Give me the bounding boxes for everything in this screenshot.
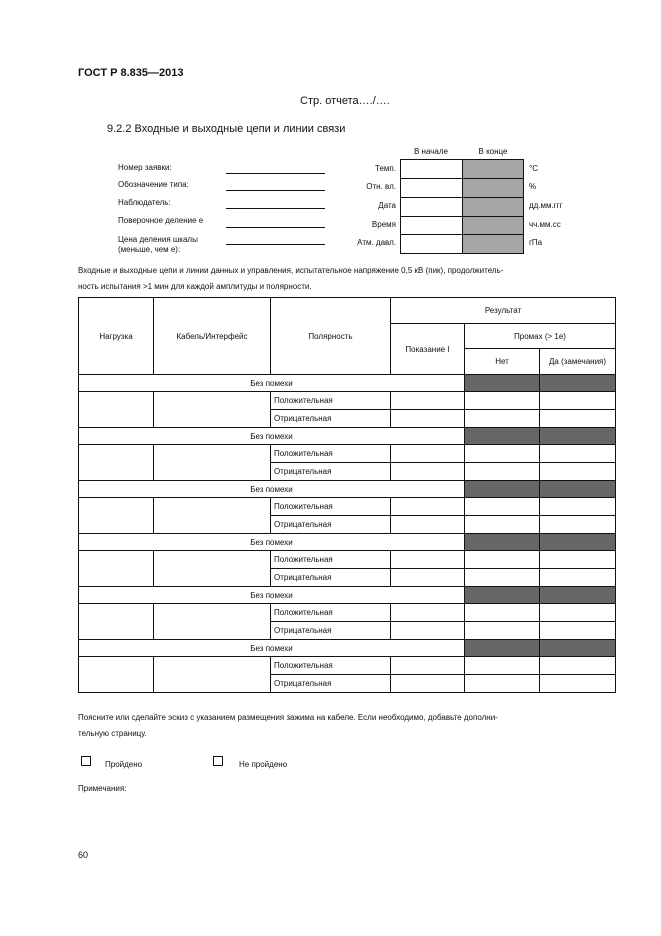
shaded-cell <box>540 587 616 604</box>
polarity-positive-cell: Положительная <box>271 445 391 463</box>
polarity-negative-cell: Отрицательная <box>271 463 391 481</box>
humidity-label: Отн. вл. <box>366 182 396 191</box>
failed-label: Не пройдено <box>239 760 288 769</box>
table-row <box>79 392 616 410</box>
reading-cell[interactable] <box>391 657 465 675</box>
date-end-box[interactable] <box>462 197 524 217</box>
no-interference-cell: Без помехи <box>79 534 465 551</box>
yes-cell[interactable] <box>540 392 616 410</box>
reading-cell[interactable] <box>391 551 465 569</box>
yes-cell[interactable] <box>540 604 616 622</box>
load-cell[interactable] <box>79 551 154 587</box>
cable-cell[interactable] <box>154 551 271 587</box>
header-yes: Да (замечания) <box>540 349 616 375</box>
header-polarity: Полярность <box>271 298 391 375</box>
polarity-positive-cell: Положительная <box>271 657 391 675</box>
no-interference-cell: Без помехи <box>79 640 465 657</box>
no-cell[interactable] <box>465 569 540 587</box>
no-cell[interactable] <box>465 604 540 622</box>
reading-cell[interactable] <box>391 622 465 640</box>
date-label: Дата <box>378 201 396 210</box>
yes-cell[interactable] <box>540 445 616 463</box>
results-table <box>78 297 616 693</box>
cable-cell[interactable] <box>154 445 271 481</box>
pressure-start-box[interactable] <box>400 234 463 254</box>
yes-cell[interactable] <box>540 622 616 640</box>
shaded-cell <box>465 640 540 657</box>
no-interference-cell: Без помехи <box>79 587 465 604</box>
type-designation-label: Обозначение типа: <box>118 180 189 189</box>
verification-interval-field[interactable] <box>226 227 325 228</box>
reading-cell[interactable] <box>391 498 465 516</box>
reading-cell[interactable] <box>391 392 465 410</box>
report-page-ref: Стр. отчета…./…. <box>300 95 390 107</box>
table-row <box>79 551 616 569</box>
no-cell[interactable] <box>465 392 540 410</box>
cable-cell[interactable] <box>154 392 271 428</box>
polarity-positive-cell: Положительная <box>271 392 391 410</box>
temp-end-box[interactable] <box>462 159 524 179</box>
polarity-positive-cell: Положительная <box>271 551 391 569</box>
table-row <box>79 498 616 516</box>
reading-cell[interactable] <box>391 445 465 463</box>
no-cell[interactable] <box>465 516 540 534</box>
shaded-cell <box>465 375 540 392</box>
scale-division-field[interactable] <box>226 244 325 245</box>
no-cell[interactable] <box>465 675 540 693</box>
polarity-negative-cell: Отрицательная <box>271 569 391 587</box>
scale-division-label: Цена деления шкалы <box>118 235 198 244</box>
shaded-cell <box>540 481 616 498</box>
header-error: Промах (> 1e) <box>465 324 616 349</box>
temp-start-box[interactable] <box>400 159 463 179</box>
date-unit: дд.мм.ггг <box>529 201 563 210</box>
polarity-negative-cell: Отрицательная <box>271 410 391 428</box>
temp-unit: °C <box>529 164 538 173</box>
shaded-cell <box>465 481 540 498</box>
load-cell[interactable] <box>79 445 154 481</box>
yes-cell[interactable] <box>540 516 616 534</box>
explain-text-line1: Поясните или сделайте эскиз с указанием размещения зажима на кабеле. Если необходимо, добавьте дополни- <box>78 713 498 722</box>
shaded-cell <box>540 534 616 551</box>
no-interference-cell: Без помехи <box>79 481 465 498</box>
explain-text-line2: тельную страницу. <box>78 729 147 738</box>
group-heading-row <box>79 587 616 604</box>
header-result: Результат <box>391 298 616 324</box>
load-cell[interactable] <box>79 498 154 534</box>
pressure-unit: гПа <box>529 238 543 247</box>
shaded-cell <box>540 375 616 392</box>
shaded-cell <box>465 534 540 551</box>
no-cell[interactable] <box>465 445 540 463</box>
standard-number: ГОСТ Р 8.835—2013 <box>78 67 184 79</box>
observer-label: Наблюдатель: <box>118 198 171 207</box>
yes-cell[interactable] <box>540 463 616 481</box>
load-cell[interactable] <box>79 392 154 428</box>
col-start-header: В начале <box>414 147 448 156</box>
polarity-negative-cell: Отрицательная <box>271 516 391 534</box>
time-label: Время <box>371 220 396 229</box>
passed-checkbox[interactable] <box>81 756 91 766</box>
yes-cell[interactable] <box>540 410 616 428</box>
explain-text <box>78 710 623 742</box>
section-title: 9.2.2 Входные и выходные цепи и линии связи <box>107 123 346 135</box>
reading-cell[interactable] <box>391 675 465 693</box>
shaded-cell <box>465 428 540 445</box>
failed-checkbox[interactable] <box>213 756 223 766</box>
header-reading: Показание I <box>391 324 465 375</box>
table-row <box>79 445 616 463</box>
load-cell[interactable] <box>79 657 154 693</box>
reading-cell[interactable] <box>391 604 465 622</box>
polarity-positive-cell: Положительная <box>271 498 391 516</box>
page-number: 60 <box>78 850 89 860</box>
cable-cell[interactable] <box>154 498 271 534</box>
scale-division-note: (меньше, чем e): <box>118 245 181 254</box>
intro-text <box>78 263 623 295</box>
cable-cell[interactable] <box>154 657 271 693</box>
reading-cell[interactable] <box>391 516 465 534</box>
pressure-end-box[interactable] <box>462 234 524 254</box>
table-row <box>79 657 616 675</box>
notes-label: Примечания: <box>78 784 127 793</box>
time-start-box[interactable] <box>400 216 463 236</box>
no-cell[interactable] <box>465 622 540 640</box>
yes-cell[interactable] <box>540 569 616 587</box>
yes-cell[interactable] <box>540 657 616 675</box>
polarity-negative-cell: Отрицательная <box>271 622 391 640</box>
humidity-start-box[interactable] <box>400 178 463 198</box>
no-interference-cell: Без помехи <box>79 428 465 445</box>
polarity-positive-cell: Положительная <box>271 604 391 622</box>
header-cable: Кабель/Интерфейс <box>154 298 271 375</box>
observer-field[interactable] <box>226 208 325 209</box>
header-no: Нет <box>465 349 540 375</box>
shaded-cell <box>540 428 616 445</box>
reading-cell[interactable] <box>391 463 465 481</box>
pressure-label: Атм. давл. <box>357 238 396 247</box>
no-cell[interactable] <box>465 410 540 428</box>
group-heading-row <box>79 481 616 498</box>
shaded-cell <box>540 640 616 657</box>
no-cell[interactable] <box>465 498 540 516</box>
load-cell[interactable] <box>79 604 154 640</box>
type-designation-field[interactable] <box>226 190 325 191</box>
header-load: Нагрузка <box>79 298 154 375</box>
verification-interval-label: Поверочное деление e <box>118 216 204 225</box>
col-end-header: В конце <box>478 147 508 156</box>
date-start-box[interactable] <box>400 197 463 217</box>
yes-cell[interactable] <box>540 675 616 693</box>
temp-label: Темп. <box>375 164 396 173</box>
cable-cell[interactable] <box>154 604 271 640</box>
humidity-end-box[interactable] <box>462 178 524 198</box>
group-heading-row <box>79 428 616 445</box>
intro-text-line2: ность испытания >1 мин для каждой амплитуды и полярности. <box>78 282 312 291</box>
no-cell[interactable] <box>465 463 540 481</box>
humidity-unit: % <box>529 182 537 191</box>
order-number-label: Номер заявки: <box>118 163 172 172</box>
reading-cell[interactable] <box>391 410 465 428</box>
yes-cell[interactable] <box>540 498 616 516</box>
intro-text-line1: Входные и выходные цепи и линии данных и управления, испытательное напряжение 0,5 кВ (пик), продолжитель- <box>78 266 504 275</box>
no-cell[interactable] <box>465 551 540 569</box>
yes-cell[interactable] <box>540 551 616 569</box>
order-number-field[interactable] <box>226 173 325 174</box>
polarity-negative-cell: Отрицательная <box>271 675 391 693</box>
group-heading-row <box>79 640 616 657</box>
group-heading-row <box>79 534 616 551</box>
table-row <box>79 604 616 622</box>
time-end-box[interactable] <box>462 216 524 236</box>
no-interference-cell: Без помехи <box>79 375 465 392</box>
passed-label: Пройдено <box>105 760 143 769</box>
group-heading-row <box>79 375 616 392</box>
table-body <box>79 375 616 693</box>
no-cell[interactable] <box>465 657 540 675</box>
reading-cell[interactable] <box>391 569 465 587</box>
shaded-cell <box>465 587 540 604</box>
time-unit: чч.мм.сс <box>529 220 561 229</box>
